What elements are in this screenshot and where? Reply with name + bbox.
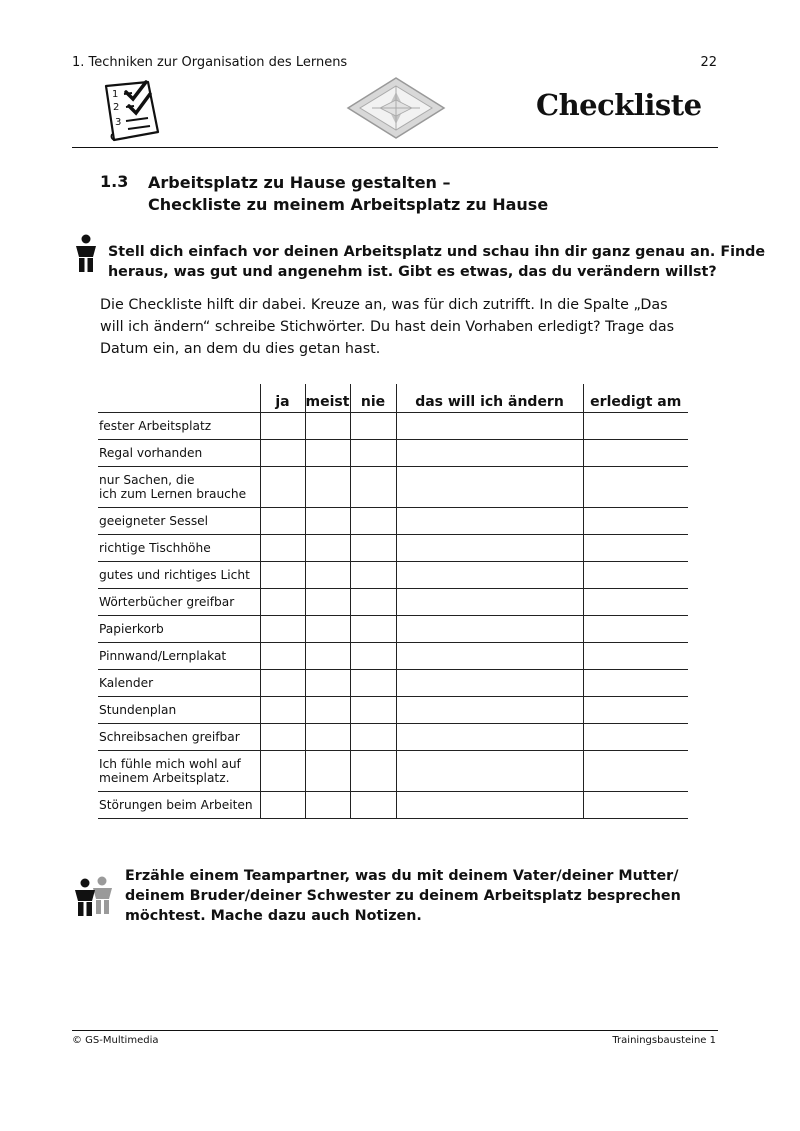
meist-cell[interactable] <box>305 562 350 589</box>
checklist-clipboard-icon <box>96 80 168 144</box>
nie-cell[interactable] <box>350 508 396 535</box>
ja-cell[interactable] <box>260 535 305 562</box>
meist-cell[interactable] <box>305 440 350 467</box>
table-row <box>98 643 688 670</box>
aendern-cell[interactable] <box>396 724 583 751</box>
ja-cell[interactable] <box>260 670 305 697</box>
row-label-line: richtige Tischhöhe <box>99 541 211 555</box>
row-label-line: ich zum Lernen brauche <box>99 487 247 501</box>
meist-cell[interactable] <box>305 751 350 792</box>
section-title <box>148 172 548 216</box>
meist-cell[interactable] <box>305 467 350 508</box>
erledigt-cell[interactable] <box>583 535 688 562</box>
column-header-erledigt: erledigt am <box>583 384 688 413</box>
row-label-line: Ich fühle mich wohl auf <box>99 757 241 771</box>
erledigt-cell[interactable] <box>583 697 688 724</box>
aendern-cell[interactable] <box>396 697 583 724</box>
section-number: 1.3 <box>100 172 129 191</box>
diamond-ornament-icon <box>346 76 446 140</box>
intro-line: Die Checkliste hilft dir dabei. Kreuze an, was für dich zutrifft. In die Spalte „Das <box>100 297 668 313</box>
row-label-line: Störungen beim Arbeiten <box>99 798 253 812</box>
row-label-line: meinem Arbeitsplatz. <box>99 771 230 785</box>
nie-cell[interactable] <box>350 751 396 792</box>
table-row <box>98 751 688 792</box>
erledigt-cell[interactable] <box>583 643 688 670</box>
partner-pair-icon <box>72 876 118 918</box>
row-label-line: geeigneter Sessel <box>99 514 209 528</box>
checklist-icon-number: 2 <box>113 102 120 113</box>
row-label-line: Regal vorhanden <box>99 446 203 460</box>
checklist-icon-number: 1 <box>112 89 119 100</box>
erledigt-cell[interactable] <box>583 467 688 508</box>
meist-cell[interactable] <box>305 643 350 670</box>
row-label <box>98 467 260 508</box>
nie-cell[interactable] <box>350 535 396 562</box>
erledigt-cell[interactable] <box>583 589 688 616</box>
aendern-cell[interactable] <box>396 440 583 467</box>
copyright: © GS-Multimedia <box>72 1035 159 1046</box>
nie-cell[interactable] <box>350 670 396 697</box>
column-header-ja: ja <box>260 384 305 413</box>
table-row <box>98 670 688 697</box>
table-row <box>98 467 688 508</box>
erledigt-cell[interactable] <box>583 792 688 819</box>
aendern-cell[interactable] <box>396 792 583 819</box>
single-person-icon <box>73 234 99 274</box>
header-divider <box>72 147 718 148</box>
ja-cell[interactable] <box>260 589 305 616</box>
task-line: Stell dich einfach vor deinen Arbeitsplatz und schau ihn dir ganz genau an. Finde <box>108 244 766 260</box>
page-title: Checkliste <box>536 88 702 122</box>
nie-cell[interactable] <box>350 413 396 440</box>
nie-cell[interactable] <box>350 562 396 589</box>
aendern-cell[interactable] <box>396 670 583 697</box>
column-header-nie: nie <box>350 384 396 413</box>
ja-cell[interactable] <box>260 562 305 589</box>
erledigt-cell[interactable] <box>583 670 688 697</box>
row-label <box>98 616 260 643</box>
section-title-line: Checkliste zu meinem Arbeitsplatz zu Hause <box>148 195 549 214</box>
row-label-line: fester Arbeitsplatz <box>99 419 212 433</box>
aendern-cell[interactable] <box>396 643 583 670</box>
ja-cell[interactable] <box>260 643 305 670</box>
section-title-line: Arbeitsplatz zu Hause gestalten – <box>148 173 451 192</box>
row-label-line: nur Sachen, die <box>99 473 195 487</box>
row-label <box>98 413 260 440</box>
aendern-cell[interactable] <box>396 751 583 792</box>
row-label <box>98 508 260 535</box>
task-line: deinem Bruder/deiner Schwester zu deinem Arbeitsplatz besprechen <box>125 888 681 904</box>
row-label-line: Stundenplan <box>99 703 177 717</box>
meist-cell[interactable] <box>305 535 350 562</box>
ja-cell[interactable] <box>260 413 305 440</box>
erledigt-cell[interactable] <box>583 508 688 535</box>
row-label <box>98 751 260 792</box>
row-label-line: Wörterbücher greifbar <box>99 595 235 609</box>
column-header-meist: meist <box>305 384 350 413</box>
aendern-cell[interactable] <box>396 589 583 616</box>
checklist-icon-number: 3 <box>115 117 122 128</box>
table-row <box>98 792 688 819</box>
nie-cell[interactable] <box>350 724 396 751</box>
row-label <box>98 792 260 819</box>
meist-cell[interactable] <box>305 589 350 616</box>
row-label <box>98 643 260 670</box>
row-label <box>98 440 260 467</box>
nie-cell[interactable] <box>350 616 396 643</box>
row-label <box>98 670 260 697</box>
ja-cell[interactable] <box>260 697 305 724</box>
ja-cell[interactable] <box>260 792 305 819</box>
footer-divider <box>72 1030 718 1031</box>
meist-cell[interactable] <box>305 792 350 819</box>
aendern-cell[interactable] <box>396 616 583 643</box>
aendern-cell[interactable] <box>396 467 583 508</box>
table-row <box>98 724 688 751</box>
table-row <box>98 440 688 467</box>
meist-cell[interactable] <box>305 697 350 724</box>
nie-cell[interactable] <box>350 467 396 508</box>
task-line: Erzähle einem Teampartner, was du mit deinem Vater/deiner Mutter/ <box>125 868 679 884</box>
meist-cell[interactable] <box>305 616 350 643</box>
nie-cell[interactable] <box>350 697 396 724</box>
erledigt-cell[interactable] <box>583 751 688 792</box>
row-label-line: gutes und richtiges Licht <box>99 568 250 582</box>
erledigt-cell[interactable] <box>583 616 688 643</box>
chapter-header: 1. Techniken zur Organisation des Lernens <box>72 55 348 70</box>
erledigt-cell[interactable] <box>583 413 688 440</box>
aendern-cell[interactable] <box>396 508 583 535</box>
meist-cell[interactable] <box>305 724 350 751</box>
row-label-line: Pinnwand/Lernplakat <box>99 649 227 663</box>
ja-cell[interactable] <box>260 508 305 535</box>
row-label <box>98 697 260 724</box>
intro-line: will ich ändern“ schreibe Stichwörter. Du hast dein Vorhaben erledigt? Trage das <box>100 319 675 335</box>
aendern-cell[interactable] <box>396 413 583 440</box>
meist-cell[interactable] <box>305 670 350 697</box>
table-row <box>98 589 688 616</box>
row-label <box>98 535 260 562</box>
intro-text <box>100 294 740 360</box>
meist-cell[interactable] <box>305 413 350 440</box>
row-label <box>98 589 260 616</box>
table-row <box>98 535 688 562</box>
label-column-header <box>98 384 260 413</box>
task-line: möchtest. Mache dazu auch Notizen. <box>125 908 422 924</box>
row-label-line: Papierkorb <box>99 622 164 636</box>
nie-cell[interactable] <box>350 792 396 819</box>
column-header-aendern: das will ich ändern <box>396 384 583 413</box>
row-label-line: Schreibsachen greifbar <box>99 730 240 744</box>
table-row <box>98 562 688 589</box>
nie-cell[interactable] <box>350 440 396 467</box>
page-number: 22 <box>700 55 717 70</box>
erledigt-cell[interactable] <box>583 440 688 467</box>
ja-cell[interactable] <box>260 467 305 508</box>
aendern-cell[interactable] <box>396 562 583 589</box>
table-row <box>98 508 688 535</box>
meist-cell[interactable] <box>305 508 350 535</box>
row-label-line: Kalender <box>99 676 154 690</box>
row-label <box>98 724 260 751</box>
row-label <box>98 562 260 589</box>
table-row <box>98 616 688 643</box>
aendern-cell[interactable] <box>396 535 583 562</box>
nie-cell[interactable] <box>350 643 396 670</box>
task-instruction <box>125 866 681 926</box>
checklist-table <box>98 384 688 819</box>
intro-line: Datum ein, an dem du dies getan hast. <box>100 341 381 357</box>
task-instruction <box>108 242 765 282</box>
nie-cell[interactable] <box>350 589 396 616</box>
erledigt-cell[interactable] <box>583 562 688 589</box>
series-name: Trainingsbausteine 1 <box>612 1035 716 1046</box>
ja-cell[interactable] <box>260 616 305 643</box>
ja-cell[interactable] <box>260 751 305 792</box>
table-row <box>98 413 688 440</box>
ja-cell[interactable] <box>260 724 305 751</box>
erledigt-cell[interactable] <box>583 724 688 751</box>
table-row <box>98 697 688 724</box>
task-line: heraus, was gut und angenehm ist. Gibt es etwas, das du verändern willst? <box>108 264 717 280</box>
ja-cell[interactable] <box>260 440 305 467</box>
